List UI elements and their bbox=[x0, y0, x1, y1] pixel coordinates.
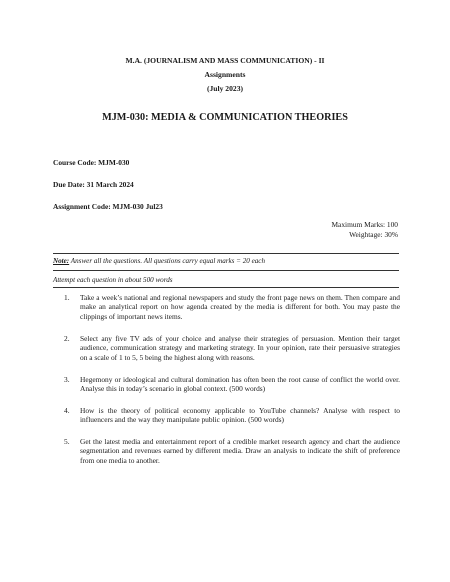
note-text: Answer all the questions. All questions carry equal marks = 20 each bbox=[69, 257, 265, 265]
question-text: Take a week’s national and regional newspapers and study the front page news on them. Then compare and make an analytical report on how agenda created by the media is different for both. You may paste the clippings of important news items. bbox=[80, 293, 400, 321]
question-text: Hegemony or ideological and cultural domination has often been the root cause of conflict the world over. Analyse this in today’s scenario in global context. (500 words) bbox=[80, 375, 400, 394]
question-item bbox=[64, 437, 400, 465]
question-item bbox=[64, 375, 400, 394]
attempt-instruction: Attempt each question in about 500 words bbox=[53, 276, 173, 284]
assignments-label: Assignments bbox=[204, 70, 246, 79]
question-text: Get the latest media and entertainment report of a credible market research agency and chart the audience segmentation and revenues earned by different media. Draw an analysis to indicate the shift of preference from one media to another. bbox=[80, 437, 400, 465]
question-number: 4. bbox=[64, 406, 70, 415]
question-number: 5. bbox=[64, 437, 70, 446]
question-text: Select any five TV ads of your choice and analyse their strategies of persuasion. Mention their target audience, communication strategy and marketing strategy. In your opinion, rate their persuasive strategies on a scale of 1 to 5, 5 being the highest along with reasons. bbox=[80, 334, 400, 362]
note-label: Note: bbox=[53, 257, 70, 265]
divider-top bbox=[53, 253, 399, 254]
course-code: Course Code: MJM-030 bbox=[53, 158, 130, 167]
question-number: 1. bbox=[64, 293, 70, 302]
question-text: How is the theory of political economy applicable to YouTube channels? Analyse with respect to influencers and the way they manipulate public opinion. (500 words) bbox=[80, 406, 400, 425]
question-number: 2. bbox=[64, 334, 70, 343]
due-date: Due Date: 31 March 2024 bbox=[53, 180, 134, 189]
assignment-code: Assignment Code: MJM-030 Jul23 bbox=[53, 202, 163, 211]
question-number: 3. bbox=[64, 375, 70, 384]
session-label: (July 2023) bbox=[206, 84, 244, 93]
maximum-marks: Maximum Marks: 100 bbox=[331, 220, 398, 229]
course-title: MJM-030: MEDIA & COMMUNICATION THEORIES bbox=[102, 112, 348, 123]
divider-middle bbox=[53, 270, 399, 271]
weightage: Weightage: 30% bbox=[349, 230, 398, 239]
instructions-note bbox=[53, 257, 265, 266]
program-title: M.A. (JOURNALISM AND MASS COMMUNICATION) - II bbox=[125, 56, 325, 65]
divider-bottom bbox=[53, 287, 399, 288]
question-item bbox=[64, 334, 400, 362]
question-item bbox=[64, 293, 400, 321]
question-item bbox=[64, 406, 400, 425]
